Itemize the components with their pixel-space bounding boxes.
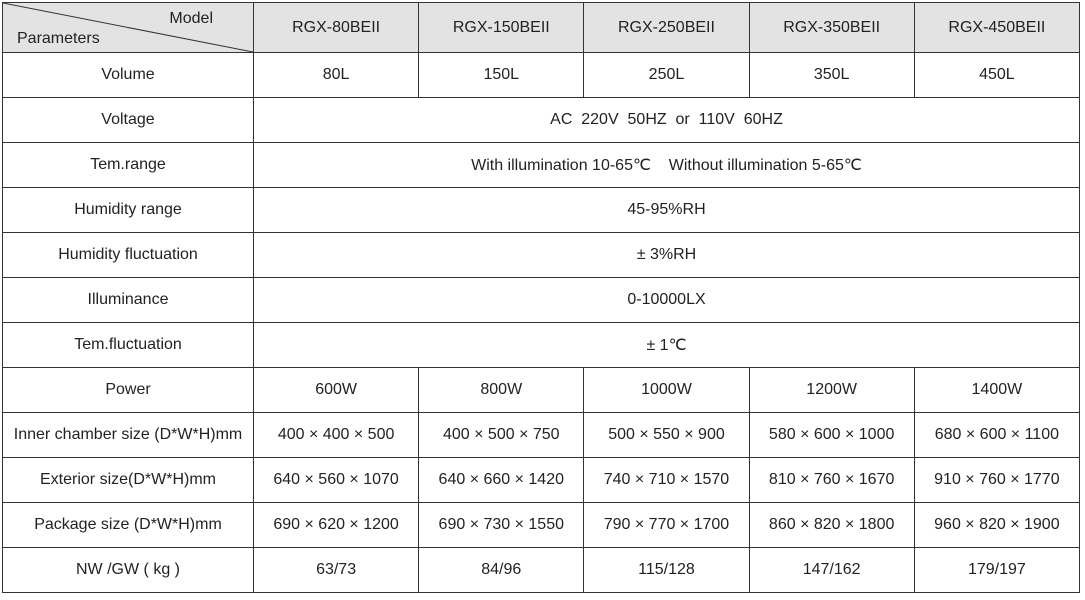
table-cell: 179/197 <box>914 548 1079 593</box>
table-cell: 960 × 820 × 1900 <box>914 503 1079 548</box>
table-cell: 910 × 760 × 1770 <box>914 458 1079 503</box>
table-cell: 63/73 <box>254 548 419 593</box>
model-name: RGX-350BEII <box>749 3 914 53</box>
table-cell: 690 × 620 × 1200 <box>254 503 419 548</box>
table-row <box>3 503 1080 548</box>
model-name: RGX-250BEII <box>584 3 749 53</box>
table-cell: 790 × 770 × 1700 <box>584 503 749 548</box>
header-corner-cell <box>3 3 254 53</box>
row-label: Tem.fluctuation <box>3 323 254 368</box>
table-row <box>3 323 1080 368</box>
table-cell-merged: 0-10000LX <box>254 278 1080 323</box>
table-row <box>3 188 1080 233</box>
table-row <box>3 53 1080 98</box>
row-label: Illuminance <box>3 278 254 323</box>
table-cell: 690 × 730 × 1550 <box>419 503 584 548</box>
model-name: RGX-150BEII <box>419 3 584 53</box>
table-row <box>3 143 1080 188</box>
table-cell: 740 × 710 × 1570 <box>584 458 749 503</box>
table-cell: 640 × 660 × 1420 <box>419 458 584 503</box>
table-row <box>3 278 1080 323</box>
table-cell: 810 × 760 × 1670 <box>749 458 914 503</box>
table-cell: 80L <box>254 53 419 98</box>
table-cell: 115/128 <box>584 548 749 593</box>
table-cell: 500 × 550 × 900 <box>584 413 749 458</box>
row-label: NW /GW ( kg ) <box>3 548 254 593</box>
table-cell: 580 × 600 × 1000 <box>749 413 914 458</box>
row-label: Inner chamber size (D*W*H)mm <box>3 413 254 458</box>
table-cell: 1400W <box>914 368 1079 413</box>
table-cell: 350L <box>749 53 914 98</box>
row-label: Voltage <box>3 98 254 143</box>
table-cell: 860 × 820 × 1800 <box>749 503 914 548</box>
table-cell: 640 × 560 × 1070 <box>254 458 419 503</box>
parameters-label: Parameters <box>17 30 100 47</box>
table-cell: 150L <box>419 53 584 98</box>
table-row <box>3 368 1080 413</box>
table-cell: 84/96 <box>419 548 584 593</box>
table-cell: 1200W <box>749 368 914 413</box>
row-label: Humidity range <box>3 188 254 233</box>
header-row <box>3 3 1080 53</box>
table-cell-merged: ± 3%RH <box>254 233 1080 278</box>
row-label: Humidity fluctuation <box>3 233 254 278</box>
table-cell-merged: ± 1℃ <box>254 323 1080 368</box>
table-cell: 400 × 400 × 500 <box>254 413 419 458</box>
table-cell: 800W <box>419 368 584 413</box>
table-cell: 600W <box>254 368 419 413</box>
table-cell: 147/162 <box>749 548 914 593</box>
table-cell-merged: With illumination 10-65℃ Without illumination 5-65℃ <box>254 143 1080 188</box>
table-cell-merged: 45-95%RH <box>254 188 1080 233</box>
table-row <box>3 413 1080 458</box>
model-label: Model <box>169 10 213 27</box>
row-label: Exterior size(D*W*H)mm <box>3 458 254 503</box>
spec-table <box>2 2 1080 593</box>
row-label: Package size (D*W*H)mm <box>3 503 254 548</box>
table-row <box>3 98 1080 143</box>
table-cell: 1000W <box>584 368 749 413</box>
table-cell-merged: AC 220V 50HZ or 110V 60HZ <box>254 98 1080 143</box>
row-label: Volume <box>3 53 254 98</box>
model-name: RGX-450BEII <box>914 3 1079 53</box>
row-label: Power <box>3 368 254 413</box>
table-cell: 680 × 600 × 1100 <box>914 413 1079 458</box>
table-cell: 250L <box>584 53 749 98</box>
table-row <box>3 233 1080 278</box>
row-label: Tem.range <box>3 143 254 188</box>
table-cell: 400 × 500 × 750 <box>419 413 584 458</box>
table-cell: 450L <box>914 53 1079 98</box>
table-row <box>3 458 1080 503</box>
model-name: RGX-80BEII <box>254 3 419 53</box>
table-row <box>3 548 1080 593</box>
